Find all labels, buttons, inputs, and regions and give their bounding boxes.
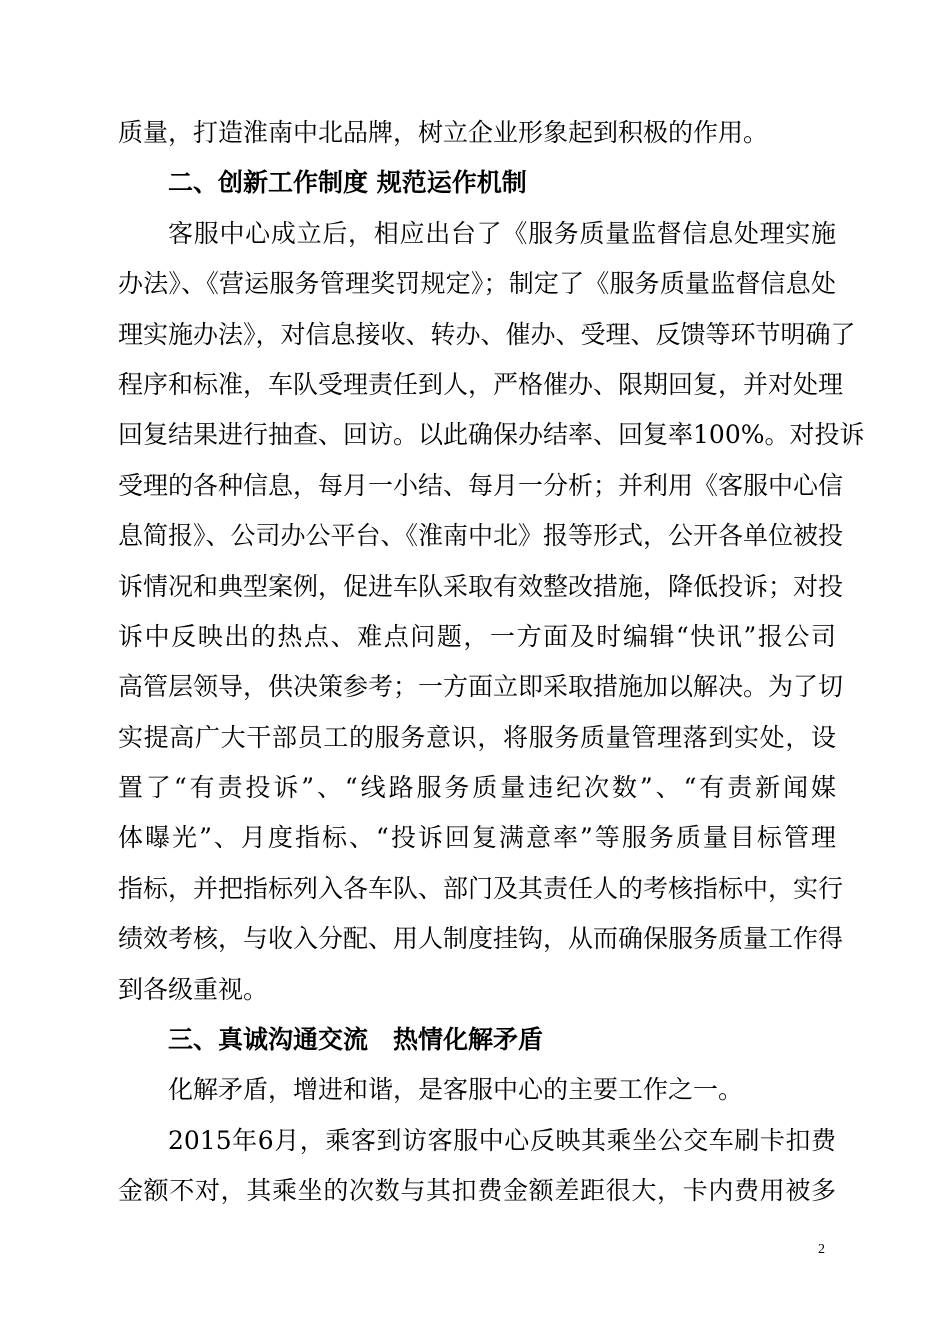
paragraph-last-line: 质量，打造淮南中北品牌，树立企业形象起到积极的作用。 [118,118,769,147]
paragraph-line: 高管层领导，供决策参考；一方面立即采取措施加以解决。为了切 [118,672,844,702]
paragraph-first-line: 2015年6月，乘客到访客服中心反映其乘坐公交车刷卡扣费 [168,1125,836,1155]
paragraph-line: 息简报》、公司办公平台、《淮南中北》报等形式，公开各单位被投 [118,521,844,551]
section-heading: 三、真诚沟通交流 热情化解矛盾 [168,1025,544,1055]
document-body [118,108,865,1217]
paragraph-line: 理实施办法》，对信息接收、转办、催办、受理、反馈等环节明确了 [118,319,856,349]
page-number: 2 [818,1242,825,1257]
paragraph-line: 回复结果进行抽查、回访。以此确保办结率、回复率100%。对投诉 [118,420,865,450]
paragraph-line: 受理的各种信息，每月一小结、每月一分析；并利用《客服中心信 [118,470,844,500]
paragraph-line: 体曝光”、月度指标、“投诉回复满意率”等服务质量目标管理 [118,823,836,853]
paragraph-first-line: 化解矛盾，增进和谐，是客服中心的主要工作之一。 [168,1075,744,1105]
paragraph-last-line: 到各级重视。 [118,974,269,1004]
paragraph-line: 金额不对，其乘坐的次数与其扣费金额差距很大，卡内费用被多 [118,1176,836,1206]
paragraph-line: 置了“有责投诉”、“线路服务质量违纪次数”、“有责新闻媒 [118,773,836,803]
paragraph-line: 办法》、《营运服务管理奖罚规定》；制定了《服务质量监督信息处 [118,269,836,299]
section-heading: 二、创新工作制度 规范运作机制 [168,168,527,198]
paragraph-first-line: 客服中心成立后，相应出台了《服务质量监督信息处理实施 [168,218,836,248]
paragraph-line: 绩效考核，与收入分配、用人制度挂钩，从而确保服务质量工作得 [118,924,844,954]
paragraph-line: 指标，并把指标列入各车队、部门及其责任人的考核指标中，实行 [118,873,844,903]
paragraph-line: 实提高广大干部员工的服务意识，将服务质量管理落到实处，设 [118,722,836,752]
paragraph-line: 诉情况和典型案例，促进车队采取有效整改措施，降低投诉；对投 [118,571,844,601]
paragraph-line: 程序和标准，车队受理责任到人，严格催办、限期回复，并对处理 [118,369,844,399]
paragraph-line: 诉中反映出的热点、难点问题，一方面及时编辑“快讯”报公司 [118,621,836,651]
